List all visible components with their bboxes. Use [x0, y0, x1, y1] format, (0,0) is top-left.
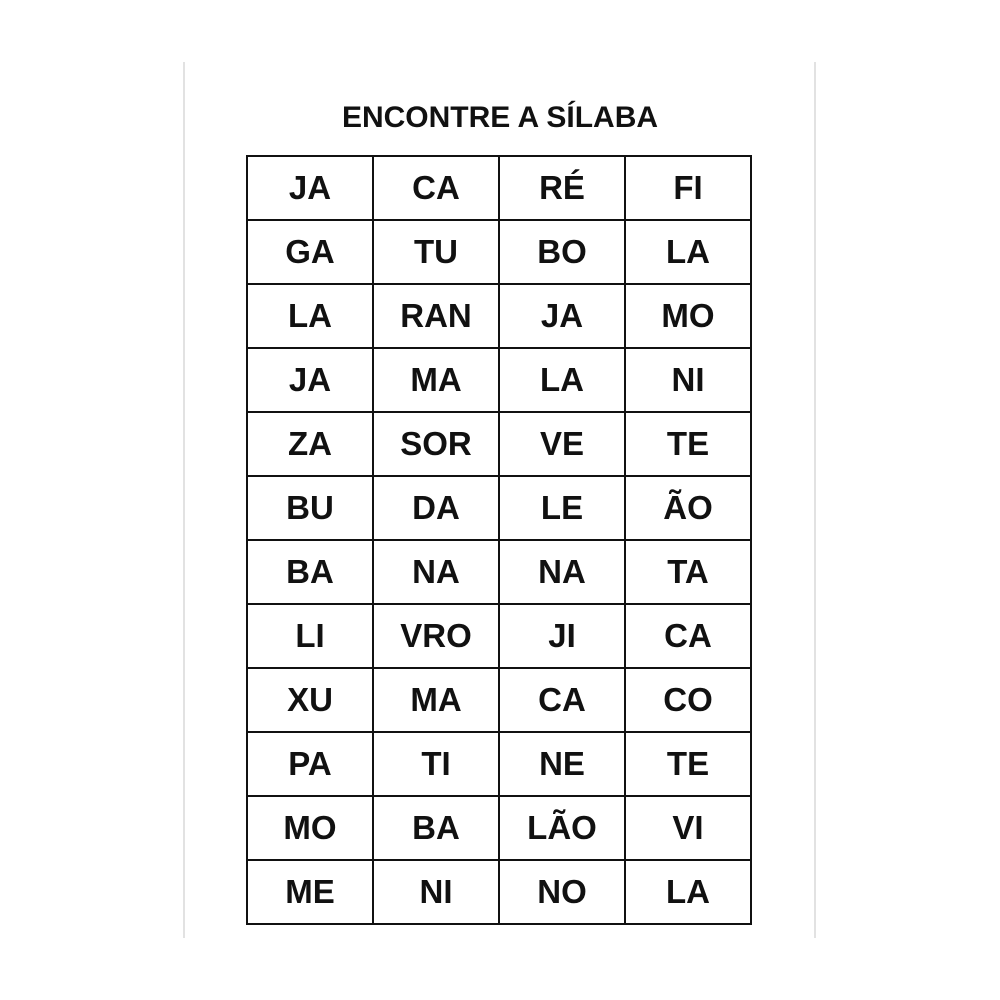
grid-row [247, 476, 751, 540]
grid-row [247, 412, 751, 476]
grid-row [247, 156, 751, 220]
grid-row [247, 732, 751, 796]
grid-row [247, 540, 751, 604]
grid-row [247, 796, 751, 860]
syllable-cell: XU [247, 668, 373, 732]
syllable-cell: PA [247, 732, 373, 796]
syllable-cell: NA [373, 540, 499, 604]
syllable-cell: LÃO [499, 796, 625, 860]
syllable-cell: NI [625, 348, 751, 412]
syllable-cell: MO [625, 284, 751, 348]
syllable-cell: LA [499, 348, 625, 412]
syllable-cell: JA [247, 348, 373, 412]
syllable-cell: JA [499, 284, 625, 348]
syllable-cell: VRO [373, 604, 499, 668]
syllable-cell: CA [625, 604, 751, 668]
syllable-cell: NE [499, 732, 625, 796]
grid-row [247, 860, 751, 924]
grid-row [247, 604, 751, 668]
syllable-cell: JA [247, 156, 373, 220]
grid-row [247, 220, 751, 284]
syllable-cell: CA [499, 668, 625, 732]
syllable-cell: LA [625, 860, 751, 924]
syllable-grid [246, 155, 752, 925]
syllable-cell: ZA [247, 412, 373, 476]
syllable-cell: FI [625, 156, 751, 220]
syllable-cell: LA [625, 220, 751, 284]
syllable-cell: TI [373, 732, 499, 796]
syllable-cell: JI [499, 604, 625, 668]
syllable-cell: NA [499, 540, 625, 604]
syllable-cell: LI [247, 604, 373, 668]
grid-row [247, 668, 751, 732]
syllable-cell: TU [373, 220, 499, 284]
syllable-cell: BU [247, 476, 373, 540]
syllable-cell: LE [499, 476, 625, 540]
syllable-cell: MA [373, 668, 499, 732]
syllable-cell: BA [247, 540, 373, 604]
syllable-cell: ÃO [625, 476, 751, 540]
grid-row [247, 284, 751, 348]
syllable-cell: ME [247, 860, 373, 924]
syllable-cell: LA [247, 284, 373, 348]
syllable-cell: TE [625, 412, 751, 476]
syllable-cell: RAN [373, 284, 499, 348]
syllable-cell: TE [625, 732, 751, 796]
syllable-cell: BO [499, 220, 625, 284]
syllable-cell: NO [499, 860, 625, 924]
syllable-cell: MA [373, 348, 499, 412]
syllable-cell: VI [625, 796, 751, 860]
syllable-cell: BA [373, 796, 499, 860]
grid-row [247, 348, 751, 412]
syllable-cell: GA [247, 220, 373, 284]
syllable-cell: DA [373, 476, 499, 540]
syllable-grid-body [247, 156, 751, 924]
syllable-cell: TA [625, 540, 751, 604]
syllable-cell: CA [373, 156, 499, 220]
syllable-cell: RÉ [499, 156, 625, 220]
syllable-cell: NI [373, 860, 499, 924]
syllable-cell: CO [625, 668, 751, 732]
worksheet-title: ENCONTRE A SÍLABA [341, 101, 659, 134]
syllable-cell: SOR [373, 412, 499, 476]
syllable-cell: MO [247, 796, 373, 860]
syllable-cell: VE [499, 412, 625, 476]
